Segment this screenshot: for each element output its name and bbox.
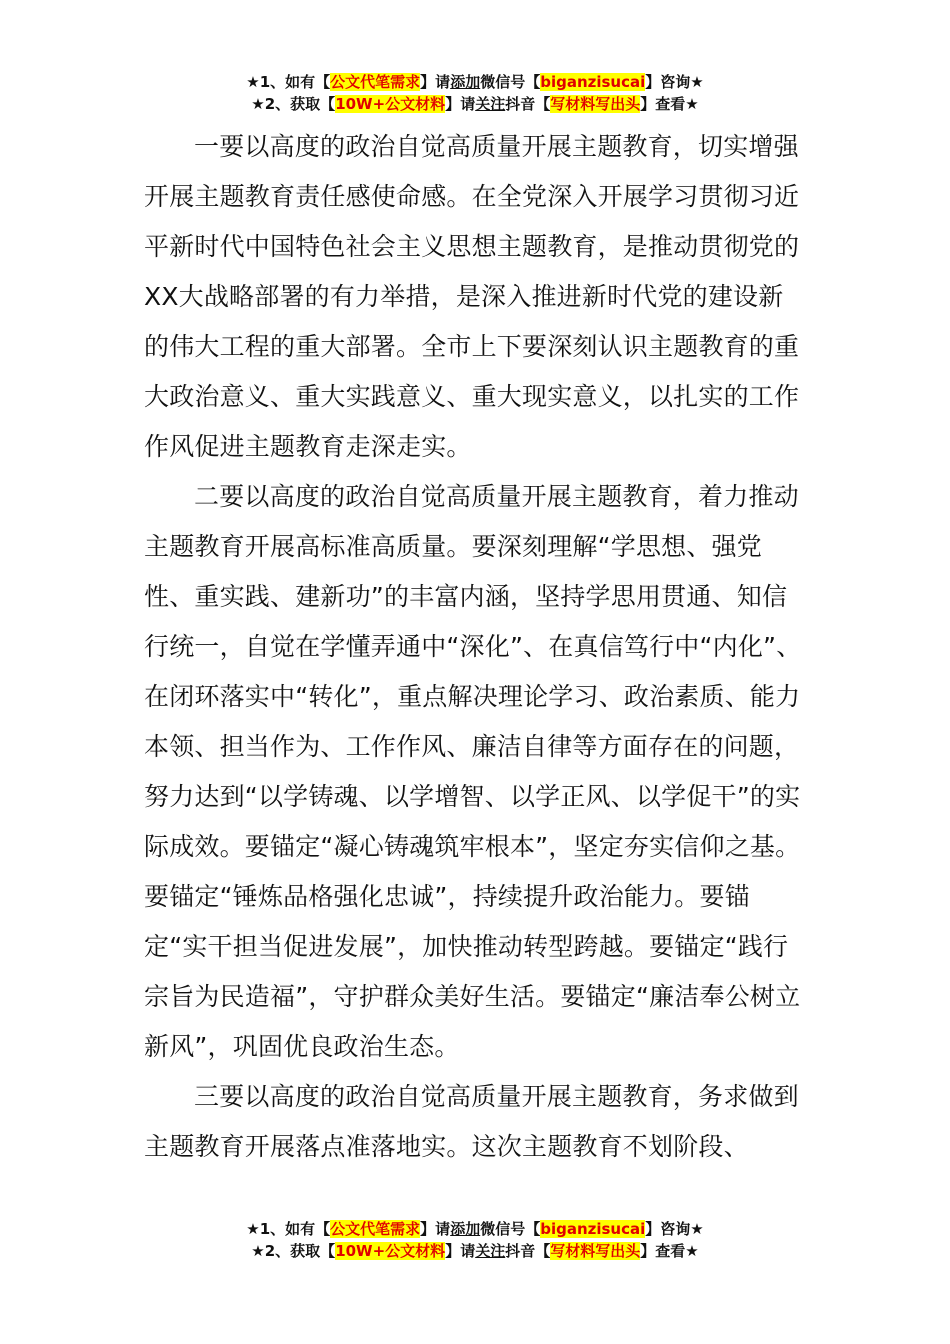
highlight-materials: 10W+公文材料 [335,1242,446,1260]
promo-line-2: ★2、获取【10W+公文材料】请关注抖音【写材料写出头】查看★ [251,95,699,113]
promo-line-2: ★2、获取【10W+公文材料】请关注抖音【写材料写出头】查看★ [251,1242,699,1260]
highlight-douyin-account: 写材料写出头 [550,1242,641,1260]
highlight-materials: 10W+公文材料 [335,95,446,113]
highlight-wechat-id: biganzisucai [540,73,646,91]
highlight-douyin-account: 写材料写出头 [550,95,641,113]
paragraph-3: 三要以高度的政治自觉高质量开展主题教育，务求做到主题教育开展落点准落地实。这次主题教育不划阶段、 [144,1082,799,1161]
footer-promo-banner [0,1218,950,1262]
promo-line-1: ★1、如有【公文代笔需求】请添加微信号【biganzisucai】咨询★ [246,1220,704,1238]
document-body [144,122,806,1172]
paragraph-2: 二要以高度的政治自觉高质量开展主题教育，着力推动主题教育开展高标准高质量。要深刻理解“学思想、强党性、重实践、建新功”的丰富内涵，坚持学思用贯通、知信行统一，自觉在学懂弄通中“深化”、在真信笃行中“内化”、在闭环落实中“转化”，重点解决理论学习、政治素质、能力本领、担当作为、工作作风、廉洁自律等方面存在的问题，努力达到“以学铸魂、以学增智、以学正风、以学促干”的实际成效。要锚定“凝心铸魂筑牢根本”，坚定夯实信仰之基。要锚定“锤炼品格强化忠诚”，持续提升政治能力。要锚定“实干担当促进发展”，加快推动转型跨越。要锚定“践行宗旨为民造福”，守护群众美好生活。要锚定“廉洁奉公树立新风”，巩固优良政治生态。 [144,482,802,1061]
highlight-ghostwriting: 公文代笔需求 [330,73,421,91]
highlight-ghostwriting: 公文代笔需求 [330,1220,421,1238]
header-promo-banner [0,71,950,115]
promo-line-1: ★1、如有【公文代笔需求】请添加微信号【biganzisucai】咨询★ [246,73,704,91]
highlight-wechat-id: biganzisucai [540,1220,646,1238]
paragraph-1: 一要以高度的政治自觉高质量开展主题教育，切实增强开展主题教育责任感使命感。在全党深入开展学习贯彻习近平新时代中国特色社会主义思想主题教育，是推动贯彻党的XX大战略部署的有力举措，是深入推进新时代党的建设新的伟大工程的重大部署。全市上下要深刻认识主题教育的重大政治意义、重大实践意义、重大现实意义，以扎实的工作作风促进主题教育走深走实。 [144,132,800,461]
